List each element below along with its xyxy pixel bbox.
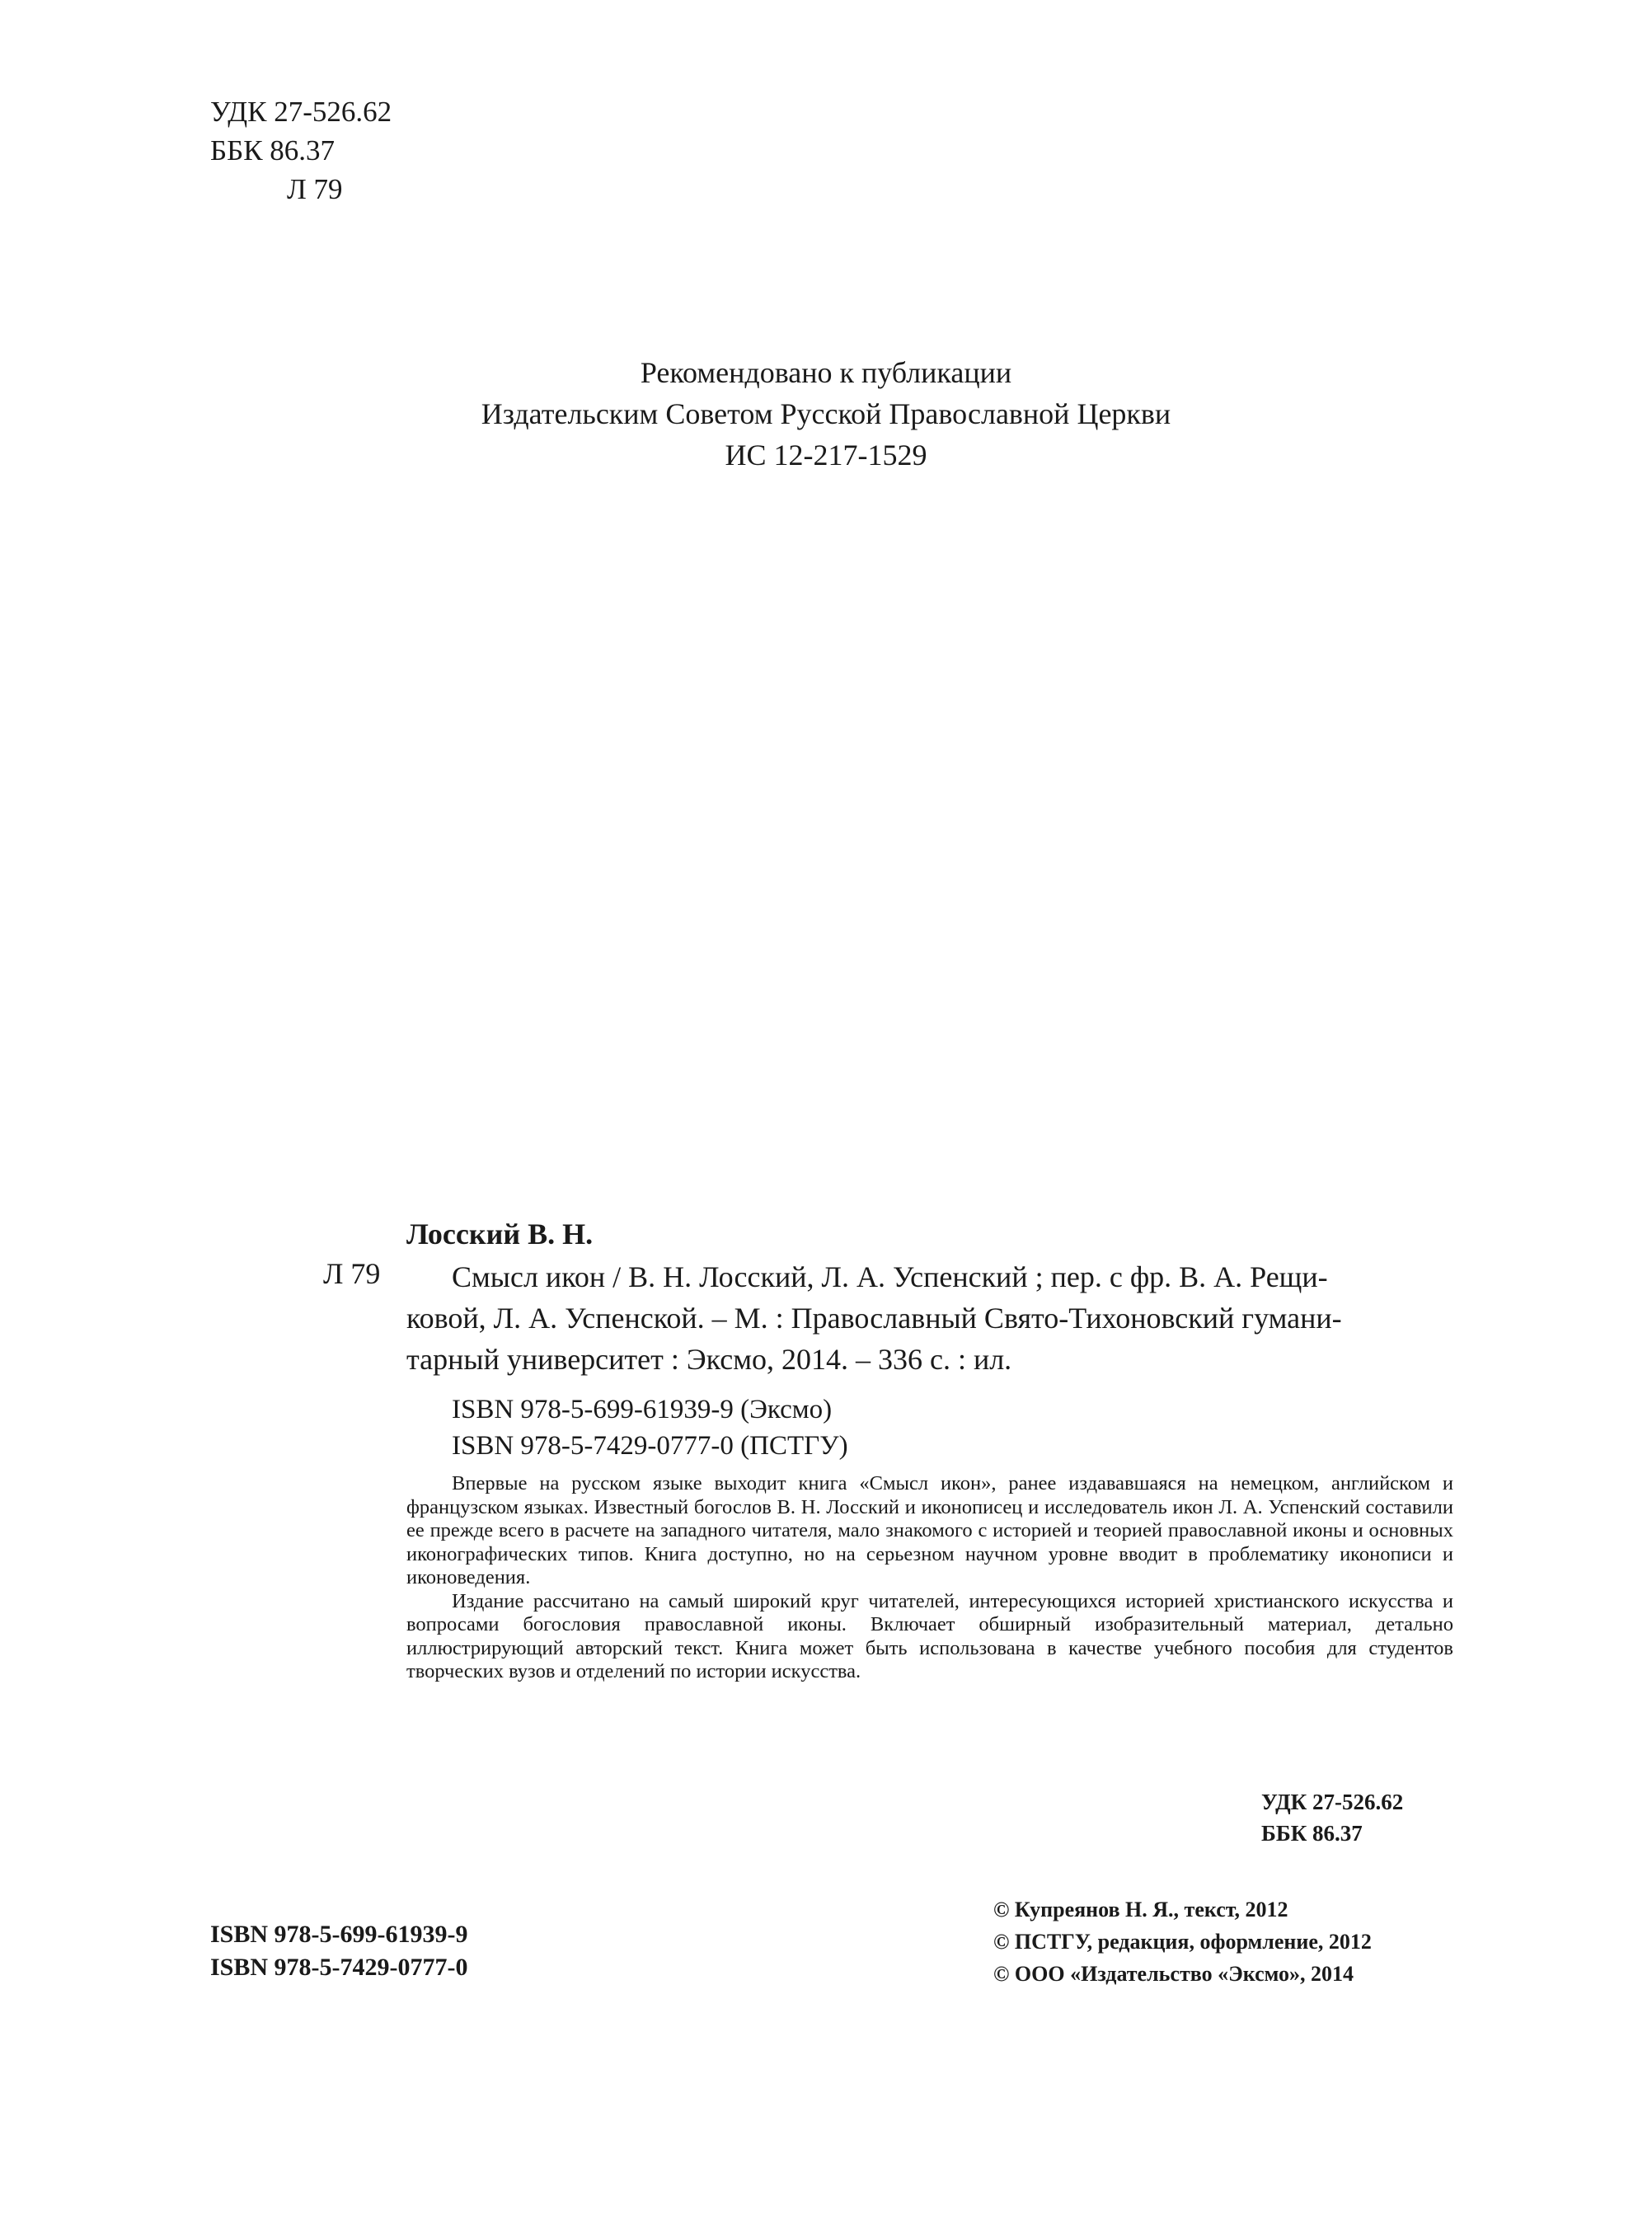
record-line: Смысл икон / В. Н. Лосский, Л. А. Успенский ; пер. с фр. В. А. Рещи- [452,1260,1328,1293]
udk-code: УДК 27-526.62 [210,96,392,128]
author-mark: Л 79 [287,173,343,205]
isbn-line: ISBN 978-5-699-61939-9 [210,1921,468,1948]
annotation-codes [1261,1786,1403,1849]
recommendation-line-1: Рекомендовано к публикации [640,356,1012,389]
classification-block [210,92,392,209]
bottom-isbn-block [210,1918,468,1984]
copyright-line: © ООО «Издательство «Эксмо», 2014 [993,1962,1354,1986]
isbn-line: ISBN 978-5-7429-0777-0 [210,1954,468,1981]
copyright-line: © ПСТГУ, редакция, оформление, 2012 [993,1930,1372,1954]
copyright-line: © Купреянов Н. Я., текст, 2012 [993,1898,1288,1921]
bibliographic-author: Лосский В. Н. [406,1218,594,1250]
bbk-code: ББК 86.37 [210,134,336,167]
isbn-line: ISBN 978-5-7429-0777-0 (ПСТГУ) [452,1431,848,1461]
annotation-paragraph-2: Издание рассчитано на самый широкий круг читателей, интересующихся историей христианского искусства и вопросами богословия православной иконы. Включает обширный изобразительный материал, детально иллюстрирующий авторский текст. Книга может быть использована в качестве учебного пособия для студентов творческих вузов и отделений по истории искусства. [406,1589,1453,1682]
bibliographic-record [406,1256,1453,1380]
annotation-paragraph-1: Впервые на русском языке выходит книга «Смысл икон», ранее издававшаяся на немецком, английском и французском языках. Известный богослов В. Н. Лосский и иконописец и исследователь икон Л. А. Успенский составили ее прежде всего в расчете на западного читателя, мало знакомого с историей и теорией православной иконы и основных иконографических типов. Книга доступно, но на серьезном научном уровне вводит в проблематику иконописи и иконоведения. [406,1472,1453,1588]
bibliographic-author-mark: Л 79 [323,1257,381,1290]
isbn-line: ISBN 978-5-699-61939-9 (Эксмо) [452,1395,833,1424]
record-line: тарный университет : Эксмо, 2014. – 336 с. : ил. [406,1343,1012,1376]
recommendation-line-2: Издательским Советом Русской Православной Церкви [481,397,1171,430]
annotation [406,1472,1453,1684]
copyright-block [993,1893,1372,1990]
annotation-bbk: ББК 86.37 [1261,1821,1363,1846]
bibliographic-isbn-list [452,1391,848,1464]
annotation-udk: УДК 27-526.62 [1261,1790,1404,1814]
record-line: ковой, Л. А. Успенской. – М. : Православный Свято-Тихоновский гумани- [406,1302,1342,1335]
recommendation-block [0,352,1652,476]
recommendation-line-3: ИС 12-217-1529 [725,439,927,472]
